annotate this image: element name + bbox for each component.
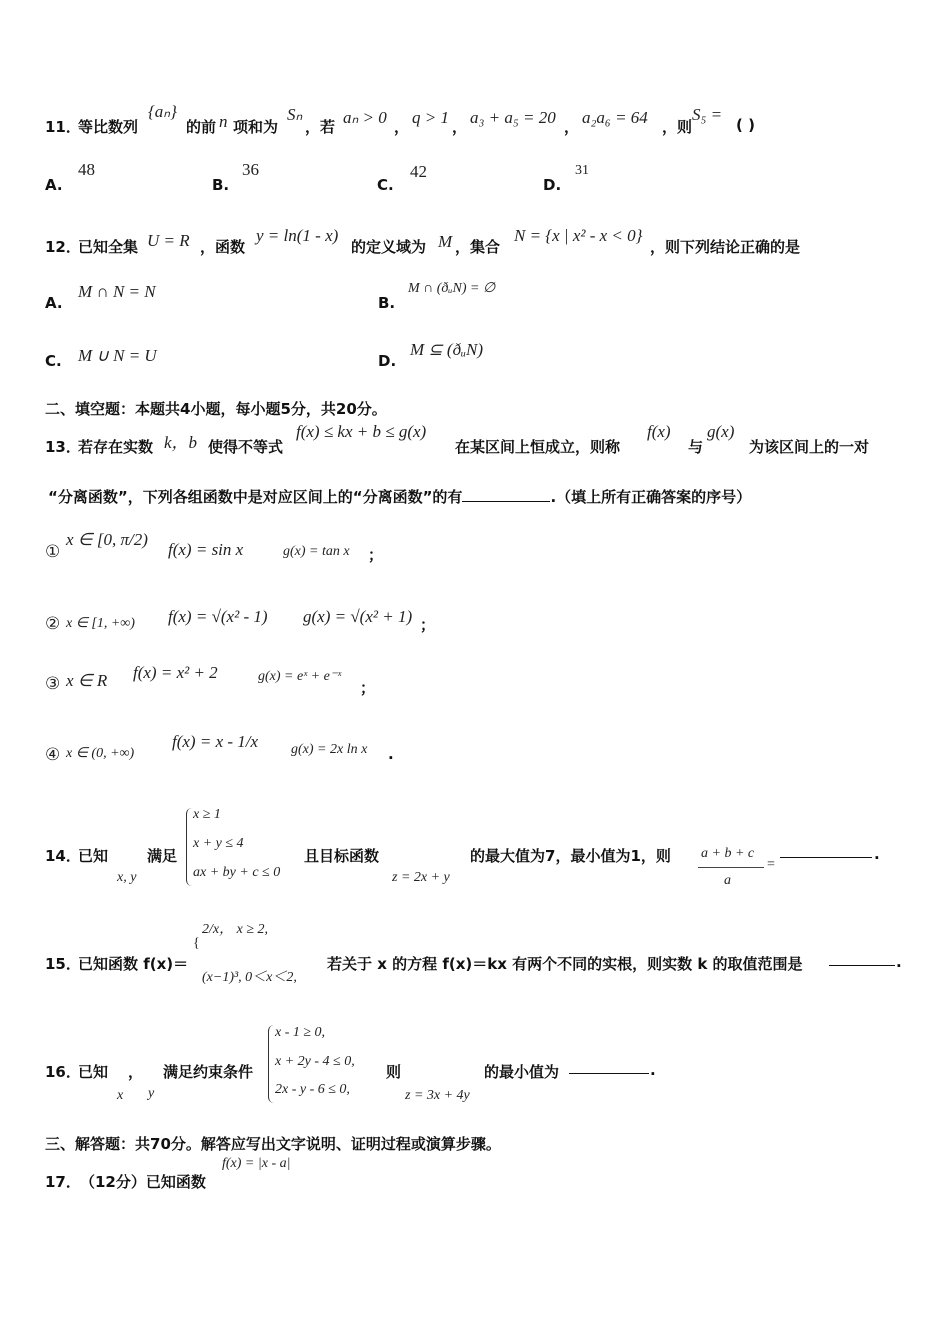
section-2-heading: 二、填空题：本题共4小题，每小题5分，共20分。 (45, 400, 387, 418)
system-brace (268, 1025, 274, 1103)
q13-f: f(x) (647, 422, 671, 441)
item-marker: ④ (45, 745, 61, 764)
item-domain: x ∈ R (66, 671, 108, 690)
item-domain: x ∈ (0, +∞) (66, 746, 135, 761)
item-end: ； (360, 679, 376, 697)
q16-text: 已知 (78, 1063, 109, 1081)
option-c-value: M ∪ N = U (78, 346, 157, 365)
q14-objective: z = 2x + y (392, 870, 450, 885)
q12-text: ，集合 (455, 238, 501, 256)
q11-text: ，则 (662, 118, 693, 136)
option-b-value: 36 (242, 160, 259, 179)
q16-objective: z = 3x + 4y (405, 1088, 470, 1103)
constraint: 2x - y - 6 ≤ 0, (275, 1082, 350, 1097)
q11-sep: ， (394, 118, 410, 136)
q14-text: 的最大值为7，最小值为1，则 (470, 847, 671, 865)
q12-text: ，则下列结论正确的是 (650, 238, 801, 256)
q11-text: 的前 (186, 118, 217, 136)
q11-s5: S₅ = (692, 105, 723, 124)
item-f: f(x) = sin x (168, 540, 244, 559)
q12-function: y = ln(1 - x) (256, 226, 339, 245)
q17-text: （12分）已知函数 (80, 1173, 206, 1191)
q15-brace: { (193, 936, 200, 951)
item-marker: ② (45, 614, 61, 633)
q14-end: . (874, 845, 880, 863)
q11-sn: Sₙ (287, 105, 303, 124)
option-a-value: 48 (78, 160, 95, 179)
option-d-label: D. (378, 352, 397, 370)
option-b-label: B. (212, 176, 230, 194)
q12-set-n: N = {x | x² - x < 0} (514, 226, 643, 245)
item-g: g(x) = 2x ln x (291, 742, 368, 757)
q16-text: 满足约束条件 (163, 1063, 254, 1081)
q13-text: 为该区间上的一对 (749, 438, 870, 456)
item-marker: ① (45, 542, 61, 561)
q11-n: n (219, 112, 228, 131)
q13-text: 与 (688, 438, 704, 456)
item-marker: ③ (45, 674, 61, 693)
q11-sequence: {aₙ} (148, 102, 177, 121)
item-f: f(x) = x² + 2 (133, 663, 218, 682)
q15-text: 若关于 x 的方程 f(x)＝kx 有两个不同的实根，则实数 k 的取值范围是 (327, 955, 803, 973)
q13-kb: k，b (164, 433, 198, 452)
q14-number: 14． (45, 847, 81, 865)
q14-equals: = (767, 857, 775, 872)
q13-line-2 (48, 486, 751, 507)
q13-text: .（填上所有正确答案的序号） (550, 488, 752, 506)
q11-number: 11． (45, 118, 81, 136)
fraction-numerator: a + b + c (701, 846, 755, 861)
system-brace (186, 808, 192, 886)
answer-blank[interactable] (569, 1059, 649, 1074)
q11-sep: ， (452, 118, 468, 136)
q12-universe: U = R (147, 231, 190, 250)
option-a-value: M ∩ N = N (78, 282, 156, 301)
q15-end: . (896, 953, 902, 971)
constraint: x - 1 ≥ 0, (275, 1025, 326, 1040)
q12-number: 12． (45, 238, 81, 256)
q13-g: g(x) (707, 422, 735, 441)
q13-text: 使得不等式 (208, 438, 284, 456)
option-c-value: 42 (410, 162, 427, 181)
q15-number: 15． (45, 955, 81, 973)
constraint: ax + by + c ≤ 0 (193, 865, 281, 880)
q12-text: 的定义域为 (351, 238, 427, 256)
q16-y: y (148, 1086, 155, 1101)
q11-cond-1: aₙ > 0 (343, 108, 387, 127)
option-b-value: M ∩ (ðᵤN) = ∅ (408, 281, 496, 296)
option-a-label: A. (45, 294, 63, 312)
q14-xy: x, y (117, 870, 137, 885)
item-domain: x ∈ [1, +∞) (66, 616, 135, 631)
q11-sep: ， (564, 118, 580, 136)
constraint: x + 2y - 4 ≤ 0, (275, 1054, 355, 1069)
q13-number: 13． (45, 438, 81, 456)
q13-inequality: f(x) ≤ kx + b ≤ g(x) (296, 422, 427, 441)
q14-text: 满足 (147, 847, 178, 865)
q12-text: ，函数 (200, 238, 246, 256)
q14-text: 且目标函数 (304, 847, 380, 865)
q16-end: . (650, 1061, 656, 1079)
option-a-label: A. (45, 176, 63, 194)
q11-cond-4: a₂a₆ = 64 (582, 108, 648, 127)
constraint: x ≥ 1 (193, 807, 221, 822)
q16-number: 16． (45, 1063, 81, 1081)
item-f: f(x) = x - 1/x (172, 732, 259, 751)
item-g: g(x) = eˣ + e⁻ˣ (258, 669, 342, 684)
q16-text: 则 (386, 1063, 402, 1081)
q11-text: ，若 (305, 118, 336, 136)
q12-m: M (438, 232, 453, 251)
item-end: . (388, 745, 394, 763)
q11-cond-3: a₃ + a₅ = 20 (470, 108, 556, 127)
q12-text: 已知全集 (78, 238, 139, 256)
q13-text: 若存在实数 (78, 438, 154, 456)
answer-blank[interactable] (462, 487, 550, 502)
q16-text: 的最小值为 (484, 1063, 560, 1081)
q11-answer-paren: ( ) (736, 116, 755, 134)
q13-text: 在某区间上恒成立，则称 (455, 438, 621, 456)
option-d-label: D. (543, 176, 562, 194)
answer-blank[interactable] (780, 843, 872, 858)
q14-text: 已知 (78, 847, 109, 865)
q11-text: 项和为 (233, 118, 279, 136)
section-3-heading: 三、解答题：共70分。解答应写出文字说明、证明过程或演算步骤。 (45, 1135, 501, 1153)
q11-cond-2: q > 1 (412, 108, 449, 127)
piece-1: 2/x， x ≥ 2, (202, 922, 269, 937)
item-end: ； (420, 616, 436, 634)
item-f: f(x) = √(x² - 1) (168, 607, 268, 626)
q13-text: “分离函数”，下列各组函数中是对应区间上的“分离函数”的有 (48, 488, 463, 506)
q16-sep: ， (128, 1063, 144, 1081)
item-end: ； (368, 546, 384, 564)
item-g: g(x) = √(x² + 1) (303, 607, 413, 626)
fraction-bar (698, 867, 764, 868)
q17-function: f(x) = |x - a| (222, 1156, 291, 1171)
constraint: x + y ≤ 4 (193, 836, 244, 851)
q17-number: 17． (45, 1173, 81, 1191)
option-d-value: M ⊆ (ðᵤN) (410, 340, 484, 359)
option-c-label: C. (377, 176, 394, 194)
q15-text: 已知函数 f(x)＝ (78, 955, 189, 973)
piece-2: (x−1)³, 0＜x＜2, (202, 970, 297, 985)
answer-blank[interactable] (829, 951, 895, 966)
option-d-value: 31 (575, 163, 589, 178)
option-b-label: B. (378, 294, 396, 312)
fraction-denominator: a (724, 873, 731, 888)
q16-x: x (117, 1088, 124, 1103)
option-c-label: C. (45, 352, 62, 370)
item-domain: x ∈ [0, π/2) (66, 530, 148, 549)
q11-text: 等比数列 (78, 118, 139, 136)
item-g: g(x) = tan x (283, 544, 350, 559)
